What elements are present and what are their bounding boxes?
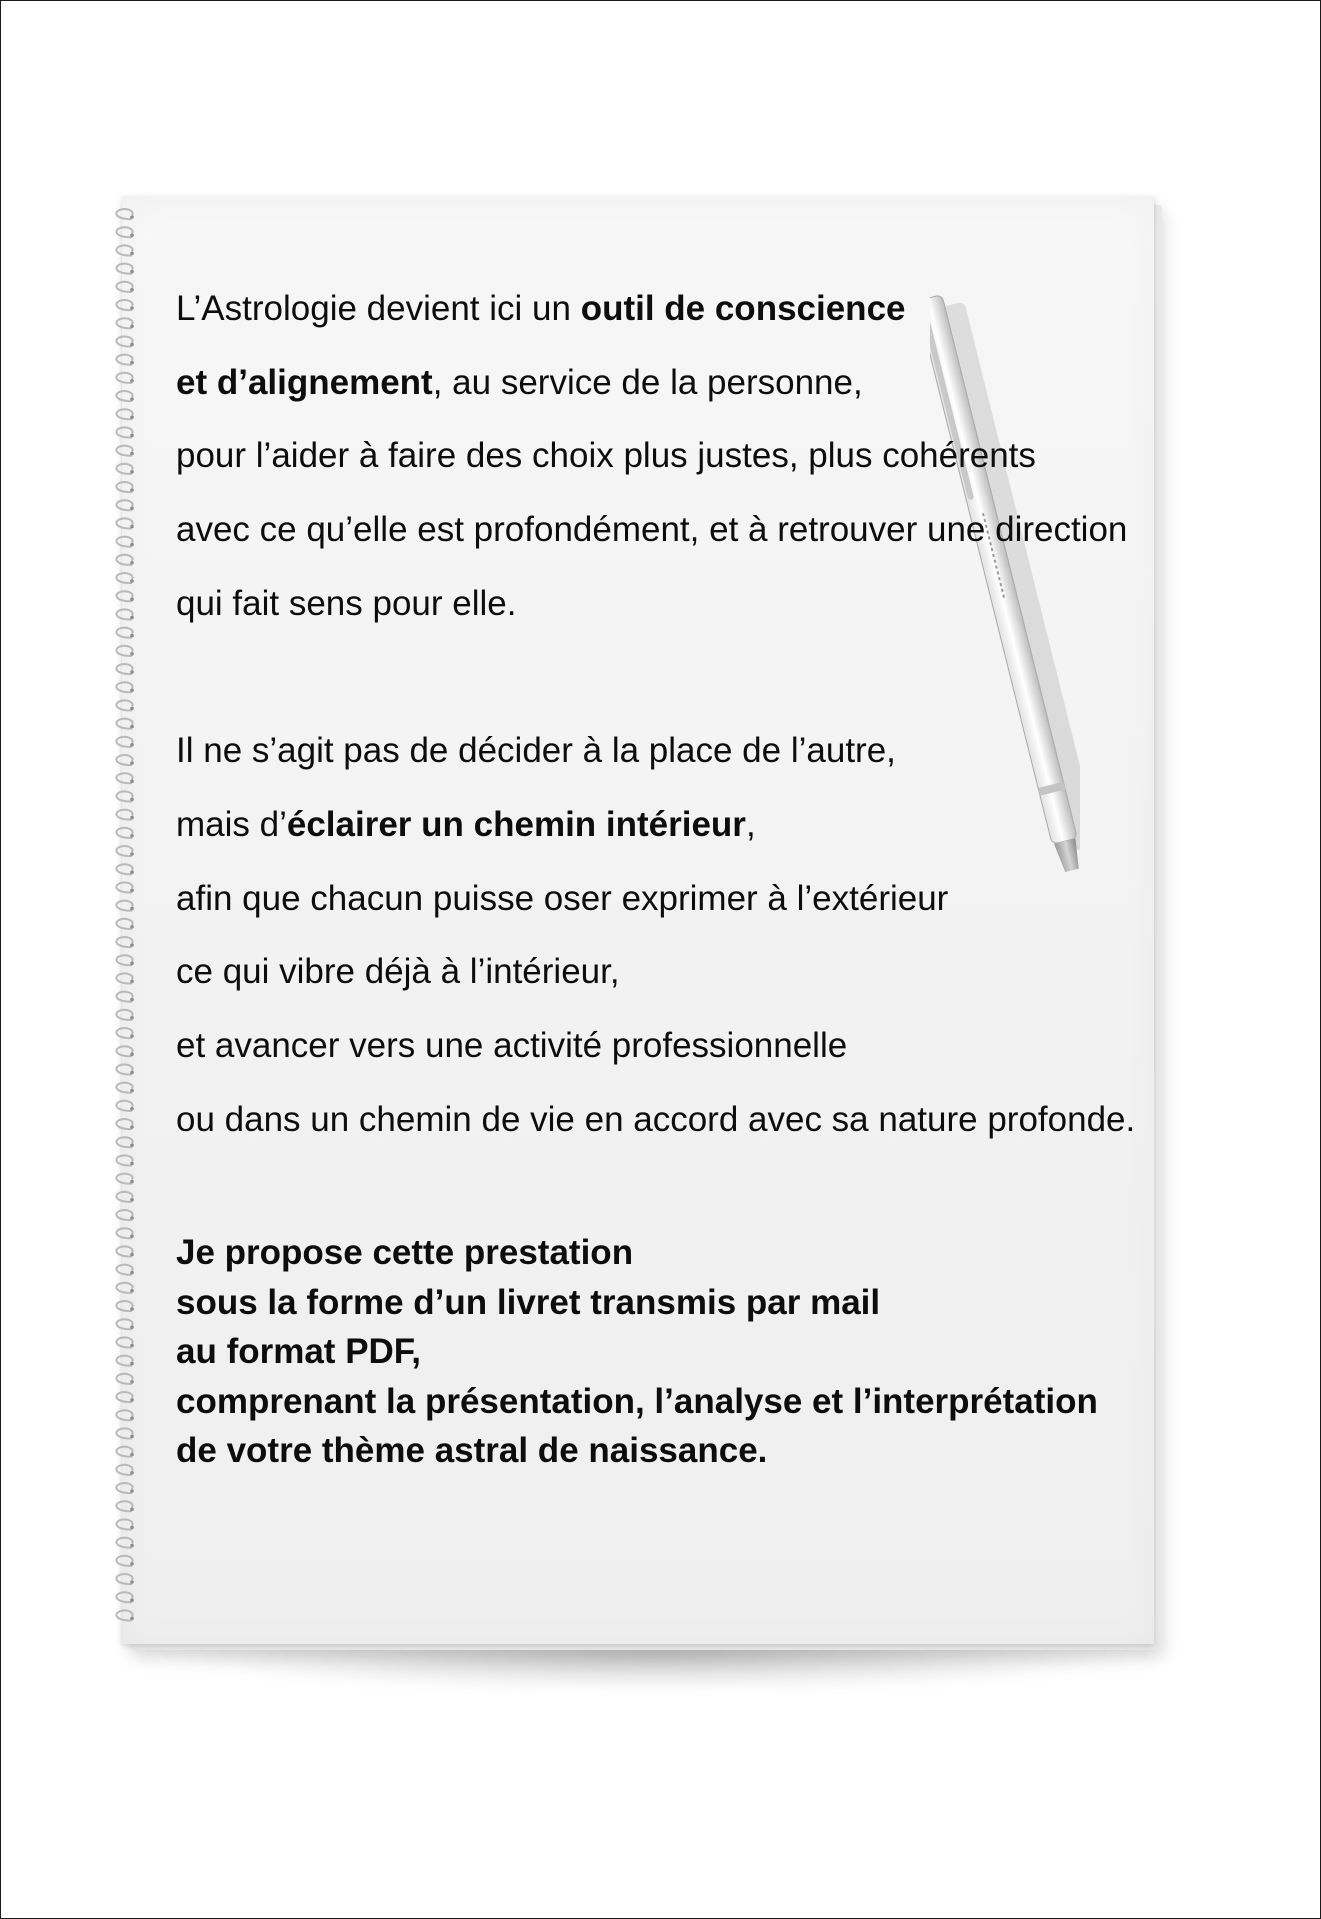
- spiral-ring: [116, 664, 132, 674]
- spiral-ring: [116, 1592, 132, 1602]
- text-span: L’Astrologie devient ici un: [176, 289, 581, 328]
- spiral-hole: [130, 1234, 134, 1238]
- spiral-hole: [130, 270, 134, 274]
- spiral-hole: [130, 1216, 134, 1220]
- spiral-ring: [116, 628, 132, 638]
- spiral-ring: [116, 282, 132, 292]
- spiral-ring: [116, 1228, 132, 1238]
- text-span: , au service de la personne,: [432, 362, 863, 402]
- text-line: pour l’aider à faire des choix plus justes, plus cohérents: [176, 436, 1036, 476]
- spiral-ring: [116, 336, 132, 346]
- spiral-hole: [130, 761, 134, 765]
- spiral-ring: [116, 318, 132, 328]
- spiral-hole: [130, 1435, 134, 1439]
- spiral-ring: [116, 1010, 132, 1020]
- spiral-hole: [130, 1380, 134, 1384]
- bold-text: et d’alignement: [176, 362, 433, 402]
- text-line: avec ce qu’elle est profondément, et à retrouver une direction: [176, 510, 1128, 550]
- spiral-hole: [130, 616, 134, 620]
- text-line: sous la forme d’un livret transmis par mail: [176, 1282, 881, 1322]
- spiral-ring: [116, 373, 132, 383]
- spiral-hole: [130, 1416, 134, 1420]
- spiral-ring: [116, 1410, 132, 1420]
- spiral-hole: [130, 1562, 134, 1566]
- spiral-ring: [116, 446, 132, 456]
- spiral-hole: [130, 1052, 134, 1056]
- spiral-ring: [116, 973, 132, 983]
- spiral-hole: [130, 543, 134, 547]
- spiral-hole: [130, 1289, 134, 1293]
- spiral-hole: [130, 1071, 134, 1075]
- spiral-hole: [130, 525, 134, 529]
- spiral-hole: [130, 361, 134, 365]
- spiral-ring: [116, 245, 132, 255]
- text-line: Il ne s’agit pas de décider à la place de l’autre,: [176, 731, 896, 771]
- spiral-hole: [130, 1471, 134, 1475]
- spiral-ring: [116, 1137, 132, 1147]
- spiral-ring: [116, 1610, 132, 1620]
- spiral-hole: [130, 1544, 134, 1548]
- text-line: ou dans un chemin de vie en accord avec sa nature profonde.: [176, 1099, 1136, 1139]
- spiral-ring: [116, 955, 132, 965]
- spiral-ring: [116, 1465, 132, 1475]
- spiral-binding-icon: [110, 206, 138, 1636]
- spiral-ring: [116, 1155, 132, 1165]
- spiral-ring: [116, 646, 132, 656]
- spiral-ring: [116, 1319, 132, 1329]
- spiral-ring: [116, 1574, 132, 1584]
- spiral-hole: [130, 1143, 134, 1147]
- spiral-ring: [116, 719, 132, 729]
- spiral-ring: [116, 1556, 132, 1566]
- spiral-ring: [116, 773, 132, 783]
- spiral-ring: [116, 1064, 132, 1074]
- spiral-hole: [130, 1507, 134, 1511]
- spiral-ring: [116, 1265, 132, 1275]
- spiral-hole: [130, 488, 134, 492]
- spiral-hole: [130, 634, 134, 638]
- spiral-hole: [130, 415, 134, 419]
- spiral-ring: [116, 1501, 132, 1511]
- spiral-ring: [116, 846, 132, 856]
- spiral-ring: [116, 1283, 132, 1293]
- spiral-hole: [130, 725, 134, 729]
- spiral-hole: [130, 1034, 134, 1038]
- spiral-ring: [116, 1356, 132, 1366]
- spiral-hole: [130, 470, 134, 474]
- spiral-ring: [116, 1301, 132, 1311]
- spiral-ring: [116, 828, 132, 838]
- spiral-hole: [130, 870, 134, 874]
- spiral-ring: [116, 573, 132, 583]
- spiral-ring: [116, 227, 132, 237]
- spiral-hole: [130, 1271, 134, 1275]
- spiral-hole: [130, 998, 134, 1002]
- spiral-ring: [116, 1428, 132, 1438]
- spiral-ring: [116, 591, 132, 601]
- spiral-hole: [130, 652, 134, 656]
- spiral-hole: [130, 707, 134, 711]
- text-line: au format PDF,: [176, 1332, 422, 1372]
- spiral-hole: [130, 1617, 134, 1621]
- spiral-hole: [130, 1362, 134, 1366]
- spiral-ring: [116, 1374, 132, 1384]
- spiral-ring: [116, 1483, 132, 1493]
- spiral-hole: [130, 980, 134, 984]
- spiral-hole: [130, 343, 134, 347]
- spiral-ring: [116, 1192, 132, 1202]
- spiral-hole: [130, 670, 134, 674]
- spiral-hole: [130, 434, 134, 438]
- text-span: mais d’: [176, 804, 287, 844]
- spiral-hole: [130, 816, 134, 820]
- spiral-ring: [116, 355, 132, 365]
- bold-text: outil de conscience: [580, 289, 906, 328]
- spiral-ring: [116, 1101, 132, 1111]
- spiral-hole: [130, 889, 134, 893]
- text-line: comprenant la présentation, l’analyse et l’interprétation: [176, 1381, 1098, 1421]
- paragraph-offer: [176, 1228, 1216, 1476]
- spiral-ring: [116, 1447, 132, 1457]
- spiral-ring: [116, 427, 132, 437]
- spiral-ring: [116, 1028, 132, 1038]
- spiral-ring: [116, 555, 132, 565]
- spiral-hole: [130, 925, 134, 929]
- spiral-hole: [130, 1526, 134, 1530]
- spiral-ring: [116, 791, 132, 801]
- spiral-hole: [130, 561, 134, 565]
- text-line: de votre thème astral de naissance.: [176, 1431, 768, 1471]
- spiral-hole: [130, 1307, 134, 1311]
- spiral-hole: [130, 1125, 134, 1129]
- spiral-hole: [130, 1162, 134, 1166]
- spiral-hole: [130, 1580, 134, 1584]
- text-line: et avancer vers une activité professionnelle: [176, 1026, 848, 1066]
- spiral-hole: [130, 233, 134, 237]
- spiral-ring: [116, 264, 132, 274]
- spiral-ring: [116, 1046, 132, 1056]
- spiral-hole: [130, 1325, 134, 1329]
- spiral-ring: [116, 464, 132, 474]
- text-line: qui fait sens pour elle.: [176, 583, 517, 623]
- spiral-ring: [116, 391, 132, 401]
- spiral-hole: [130, 834, 134, 838]
- spiral-ring: [116, 700, 132, 710]
- spiral-ring: [116, 500, 132, 510]
- spiral-hole: [130, 1344, 134, 1348]
- spiral-ring: [116, 1083, 132, 1093]
- spiral-hole: [130, 961, 134, 965]
- spiral-hole: [130, 452, 134, 456]
- text-line: [176, 272, 1216, 346]
- spiral-ring: [116, 682, 132, 692]
- spiral-ring: [116, 537, 132, 547]
- spiral-hole: [130, 1398, 134, 1402]
- spiral-ring: [116, 409, 132, 419]
- paragraph-intro: [176, 272, 1216, 641]
- text-line: Je propose cette prestation: [176, 1233, 634, 1273]
- spiral-ring: [116, 1392, 132, 1402]
- spiral-hole: [130, 579, 134, 583]
- spiral-hole: [130, 1180, 134, 1184]
- spiral-hole: [130, 779, 134, 783]
- text-line: afin que chacun puisse oser exprimer à l’extérieur: [176, 878, 949, 918]
- notebook-text: [176, 272, 1216, 1476]
- spiral-hole: [130, 1598, 134, 1602]
- spiral-hole: [130, 943, 134, 947]
- spiral-hole: [130, 506, 134, 510]
- spiral-hole: [130, 1089, 134, 1093]
- spiral-ring: [116, 901, 132, 911]
- spiral-ring: [116, 737, 132, 747]
- spiral-ring: [116, 1538, 132, 1548]
- paragraph-purpose: [176, 714, 1216, 1156]
- bold-text: éclairer un chemin intérieur: [286, 804, 746, 844]
- spiral-hole: [130, 798, 134, 802]
- spiral-ring: [116, 992, 132, 1002]
- spiral-ring: [116, 919, 132, 929]
- text-line: [176, 346, 1216, 420]
- spiral-ring: [116, 209, 132, 219]
- paragraph-spacer: [176, 641, 1216, 715]
- spiral-hole: [130, 852, 134, 856]
- spiral-hole: [130, 1198, 134, 1202]
- spiral-hole: [130, 306, 134, 310]
- text-span: ,: [745, 804, 756, 844]
- spiral-hole: [130, 743, 134, 747]
- spiral-hole: [130, 1107, 134, 1111]
- spiral-ring: [116, 1519, 132, 1529]
- spiral-hole: [130, 688, 134, 692]
- spiral-hole: [130, 215, 134, 219]
- spiral-ring: [116, 1210, 132, 1220]
- spiral-ring: [116, 518, 132, 528]
- spiral-ring: [116, 937, 132, 947]
- paragraph-spacer: [176, 1156, 1216, 1228]
- spiral-ring: [116, 810, 132, 820]
- spiral-hole: [130, 324, 134, 328]
- spiral-hole: [130, 1453, 134, 1457]
- spiral-hole: [130, 1016, 134, 1020]
- spiral-hole: [130, 907, 134, 911]
- spiral-hole: [130, 1489, 134, 1493]
- text-line: [176, 788, 1216, 862]
- spiral-ring: [116, 1337, 132, 1347]
- spiral-ring: [116, 882, 132, 892]
- spiral-hole: [130, 252, 134, 256]
- spiral-ring: [116, 864, 132, 874]
- spiral-ring: [116, 755, 132, 765]
- spiral-ring: [116, 1119, 132, 1129]
- text-line: ce qui vibre déjà à l’intérieur,: [176, 952, 620, 992]
- spiral-hole: [130, 597, 134, 601]
- spiral-hole: [130, 379, 134, 383]
- spiral-hole: [130, 288, 134, 292]
- spiral-ring: [116, 482, 132, 492]
- spiral-ring: [116, 609, 132, 619]
- spiral-ring: [116, 1174, 132, 1184]
- spiral-ring: [116, 1246, 132, 1256]
- spiral-hole: [130, 397, 134, 401]
- spiral-ring: [116, 300, 132, 310]
- spiral-hole: [130, 1253, 134, 1257]
